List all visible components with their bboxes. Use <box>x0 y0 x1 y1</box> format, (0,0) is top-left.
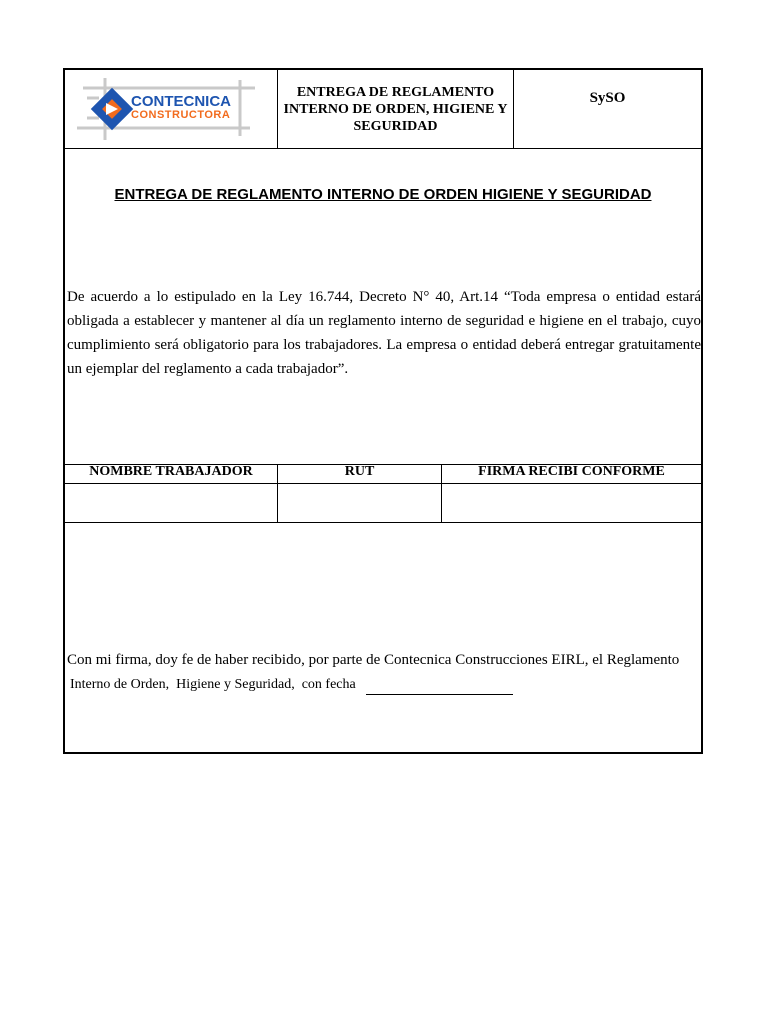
header-title-line: SEGURIDAD <box>353 119 438 134</box>
date-field-line[interactable] <box>366 694 513 695</box>
regulation-paragraph: De acuerdo a lo estipulado en la Ley 16.744, Decreto N° 40, Art.14 “Toda empresa o entidad estará obligada a establecer y mantener al día un reglamento interno de seguridad e higiene en el trabajo, cuyo cumplimiento será obligatorio para los trabajadores. La empresa o entidad deberá entregar gratuitamente un ejemplar del reglamento a cada trabajador”. <box>67 289 701 377</box>
company-logo <box>65 70 277 148</box>
rut-cell[interactable] <box>278 484 440 521</box>
document-frame <box>63 68 703 754</box>
column-header-rut: RUT <box>344 464 375 479</box>
logo-brand-line2: CONSTRUCTORA <box>131 109 231 121</box>
header-col-divider-2 <box>513 70 514 148</box>
firma-cell[interactable] <box>442 484 700 521</box>
column-header-firma: FIRMA RECIBI CONFORME <box>478 464 665 479</box>
header-title <box>278 84 513 135</box>
header-title-line: ENTREGA DE REGLAMENTO <box>296 85 495 100</box>
table-bottom-border <box>65 522 701 523</box>
column-header-nombre: NOMBRE TRABAJADOR <box>89 464 253 479</box>
closing-statement-line1: Con mi firma, doy fe de haber recibido, por parte de Contecnica Construcciones EIRL, el Reglamento <box>67 652 680 668</box>
nombre-trabajador-cell[interactable] <box>66 484 276 521</box>
header-divider <box>65 148 701 149</box>
closing-statement-line2: Interno de Orden, Higiene y Seguridad, con fecha <box>70 677 356 692</box>
page-title: ENTREGA DE REGLAMENTO INTERNO DE ORDEN HIGIENE Y SEGURIDAD <box>114 186 652 203</box>
document-code: SySO <box>589 90 626 106</box>
header-title-line: INTERNO DE ORDEN, HIGIENE Y <box>283 102 508 117</box>
logo-brand-line1: CONTECNICA <box>131 93 231 110</box>
